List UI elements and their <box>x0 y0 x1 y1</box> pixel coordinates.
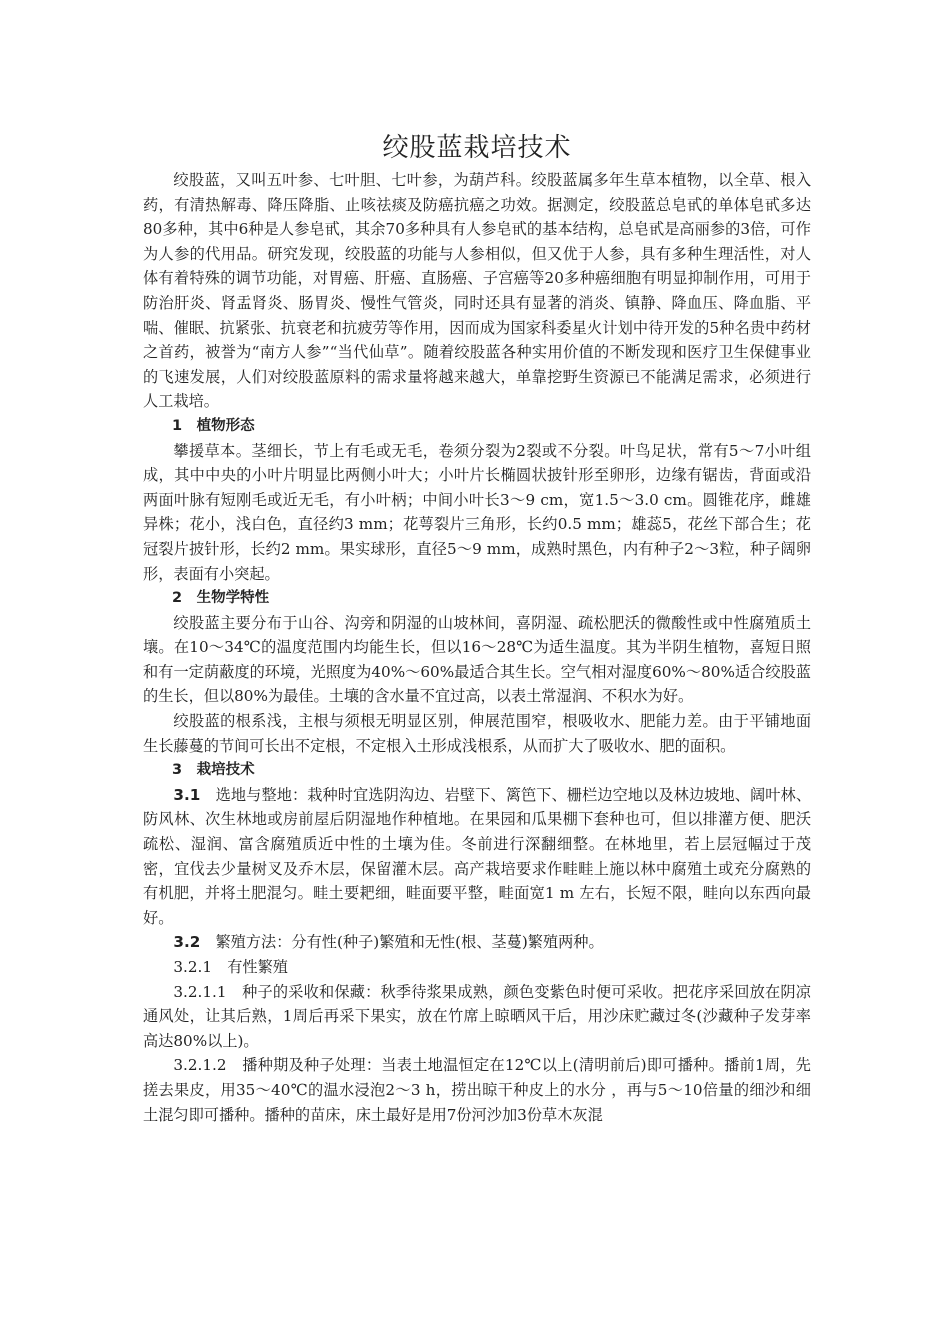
intro-paragraph: 绞股蓝，又叫五叶参、七叶胆、七叶参，为葫芦科。绞股蓝属多年生草本植物，以全草、根入药，有清热解毒、降压降脂、止咳祛痰及防癌抗癌之功效。据测定，绞股蓝总皂甙的单体皂甙多达80多种，其中6种是人参皂甙，其余70多种具有人参皂甙的基本结构，总皂甙是高丽参的3倍，可作为人参的代用品。研究发现，绞股蓝的功能与人参相似，但又优于人参，具有多种生理活性，对人体有着特殊的调节功能，对胃癌、肝癌、直肠癌、子宫癌等20多种癌细胞有明显抑制作用，可用于防治肝炎、肾盂肾炎、肠胃炎、慢性气管炎，同时还具有显著的消炎、镇静、降血压、降血脂、平喘、催眠、抗紧张、抗衰老和抗疲劳等作用，因而成为国家科委星火计划中待开发的5种名贵中药材之首药，被誉为“南方人参”“当代仙草”。随着绞股蓝各种实用价值的不断发现和医疗卫生保健事业的飞速发展，人们对绞股蓝原料的需求量将越来越大，单靠挖野生资源已不能满足需求，必须进行人工栽培。 <box>143 171 811 411</box>
section-heading-cultivation: 3 栽培技术 <box>172 762 255 779</box>
biology-paragraph-1: 绞股蓝主要分布于山谷、沟旁和阴湿的山坡林间，喜阴湿、疏松肥沃的微酸性或中性腐殖质土壤。在10～34℃的温度范围内均能生长，但以16～28℃为适生温度。其为半阴生植物，喜短日照和有一定荫蔽度的环境，光照度为40%～60%最适合其生长。空气相对湿度60%～80%适合绞股蓝的生长，但以80%为最佳。土壤的含水量不宜过高，以表土常湿润、不积水为好。 <box>143 613 811 706</box>
cultivation-paragraph-3-2-1-1: 3.2.1.1 种子的采收和保藏：秋季待浆果成熟，颜色变紫色时便可采收。把花序采回放在阴凉通风处，让其后熟，1周后再采下果实，放在竹席上晾晒风干后，用沙床贮藏过冬(沙藏种子发芽率高达80%以上)。 <box>143 982 811 1050</box>
subsection-number-3-2: 3.2 <box>173 933 201 952</box>
section-heading-biology: 2 生物学特性 <box>172 590 270 607</box>
subsection-text-3-2: 繁殖方法：分有性(种子)繁殖和无性(根、茎蔓)繁殖两种。 <box>200 933 604 952</box>
cultivation-paragraph-3-2 <box>143 930 811 955</box>
subsection-text-3-1: 选地与整地：栽种时宜选阴沟边、岩壁下、篱笆下、栅栏边空地以及林边坡地、阔叶林、防风林、次生林地或房前屋后阴湿地作种植地。在果园和瓜果棚下套种也可，但以排灌方便、肥沃疏松、湿润、富含腐殖质近中性的土壤为佳。冬前进行深翻细整。在林地里，若上层冠幅过于茂密，宜伐去少量树叉及乔木层，保留灌木层。高产栽培要求作畦畦上施以林中腐殖土或充分腐熟的有机肥，并将土肥混匀。畦土要耙细，畦面要平整，畦面宽1 m 左右，长短不限，畦向以东西向最好。 <box>143 785 811 927</box>
document-title: 绞股蓝栽培技术 <box>382 133 572 163</box>
section-heading-morphology: 1 植物形态 <box>172 417 255 434</box>
subsection-heading-3-2-1: 3.2.1 有性繁殖 <box>173 958 288 976</box>
morphology-paragraph: 攀援草本。茎细长，节上有毛或无毛，卷须分裂为2裂或不分裂。叶鸟足状，常有5～7小叶组成，其中中央的小叶片明显比两侧小叶大；小叶片长椭圆状披针形至卵形，边缘有锯齿，背面或沿两面叶脉有短刚毛或近无毛，有小叶柄；中间小叶长3～9 cm，宽1.5～3.0 cm。圆锥花序，雌雄异株；花小，浅白色，直径约3 mm；花萼裂片三角形，长约0.5 mm；雄蕊5，花丝下部合生；花冠裂片披针形，长约2 mm。果实球形，直径5～9 mm，成熟时黑色，内有种子2～3粒，种子阔卵形，表面有小突起。 <box>143 441 811 583</box>
biology-paragraph-2: 绞股蓝的根系浅，主根与须根无明显区别，伸展范围窄，根吸收水、肥能力差。由于平铺地面生长藤蔓的节间可长出不定根，不定根入土形成浅根系，从而扩大了吸收水、肥的面积。 <box>143 712 811 755</box>
cultivation-paragraph-3-2-1-2: 3.2.1.2 播种期及种子处理：当表土地温恒定在12℃以上(清明前后)即可播种。播前1周，先搓去果皮，用35～40℃的温水浸泡2～3 h，捞出晾干种皮上的水分 ，再与5～10倍量的细沙和细土混匀即可播种。播种的苗床，床土最好是用7份河沙加3份草木灰混 <box>143 1056 811 1124</box>
subsection-number-3-1: 3.1 <box>173 785 201 804</box>
document-page <box>143 128 811 1127</box>
cultivation-paragraph-3-1 <box>143 783 811 931</box>
